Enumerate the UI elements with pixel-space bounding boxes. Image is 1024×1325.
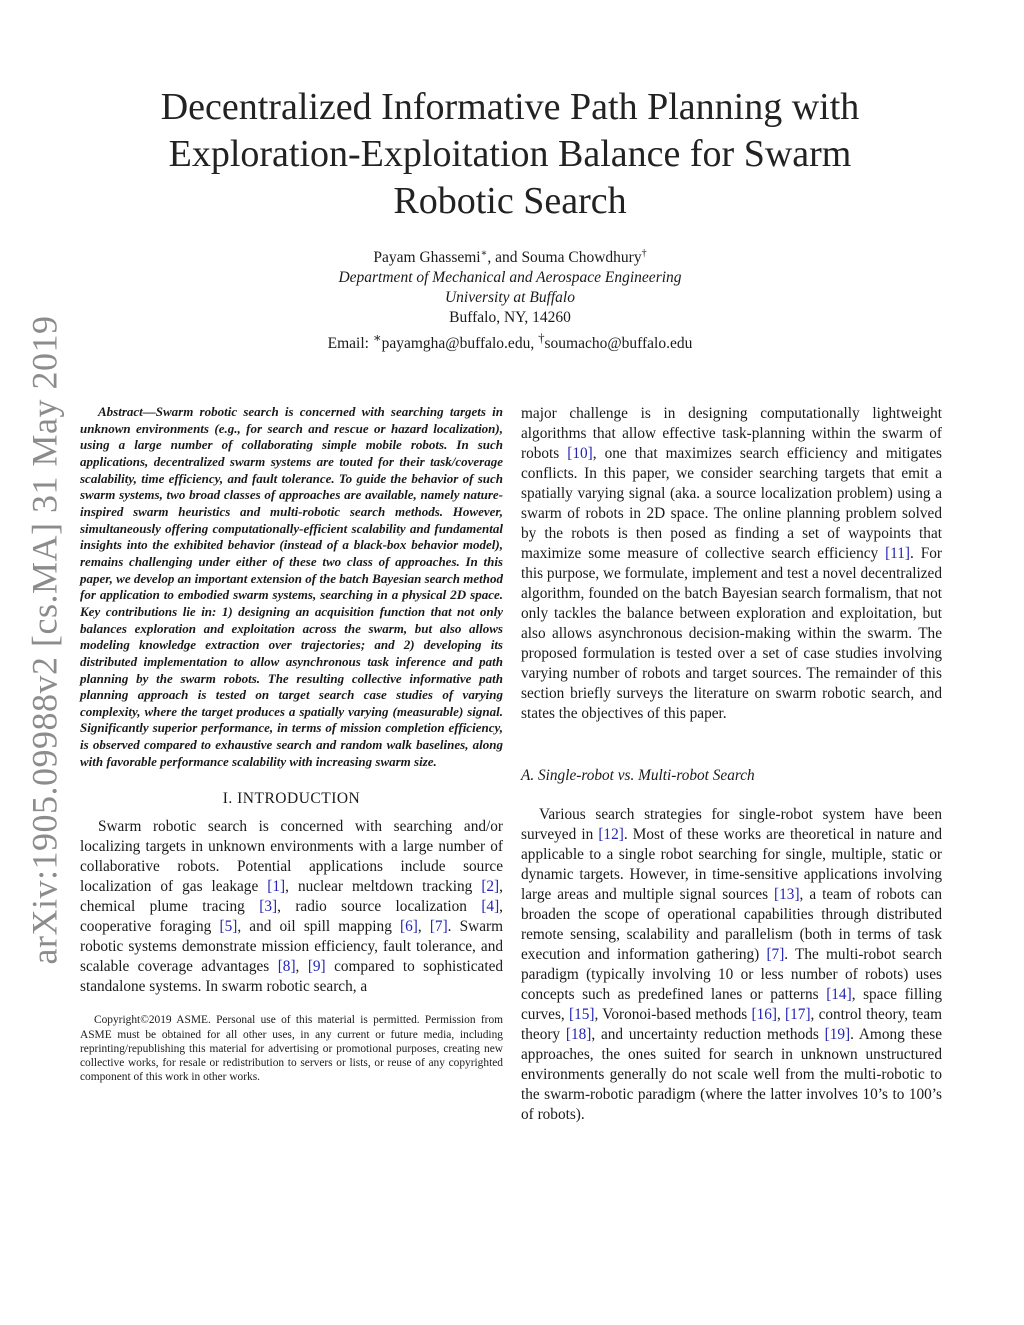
citation-link[interactable]: [13] [774, 886, 800, 903]
department: Department of Mechanical and Aerospace Engineering [338, 269, 682, 286]
body-text: , control theory, team theory [521, 1006, 943, 1043]
body-text: , Voronoi-based methods [594, 1006, 752, 1023]
citation-link[interactable]: [9] [307, 958, 326, 976]
intro-text: , [417, 918, 430, 936]
citation-link[interactable]: [17] [785, 1006, 811, 1023]
intro-paragraph [80, 817, 503, 997]
subsection-a-paragraph [521, 805, 942, 1125]
intro-text: , [295, 958, 308, 976]
citation-link[interactable]: [10] [567, 445, 593, 462]
citation-link[interactable]: [19] [824, 1026, 851, 1043]
citation-link[interactable]: [8] [277, 958, 296, 976]
citation-link[interactable]: [11] [885, 545, 910, 562]
university: University at Buffalo [444, 289, 575, 306]
subsection-heading-a: A. Single-robot vs. Multi-robot Search [521, 767, 755, 784]
author-2: Souma Chowdhury [521, 249, 642, 266]
body-text: . For this purpose, we formulate, implement and test a novel decentralized algorithm, founded on the batch Bayesian search formalism, that not only tackles the balance between exploration and exploitation, but also allows asynchronous decision-making within the swarm. The proposed formulation is tested over a set of case studies involving varying number of robots and target sources. The remainder of this section briefly surveys the literature on swarm robotic search, and states the objectives of this paper. [521, 545, 942, 722]
email-1-mark: ∗ [372, 330, 382, 345]
arxiv-side-stamp [24, 315, 64, 965]
citation-link[interactable]: [16] [751, 1006, 777, 1023]
intro-continuation [521, 404, 942, 724]
copyright-notice: Copyright©2019 ASME. Personal use of this material is permitted. Permission from ASME must be obtained for all other uses, in any current or future media, including reprinting/republishing this material for advertising or promotional purposes, creating new collective works, for resale or redistribution to servers or lists, or reuse of any copyrighted component of this work in other works. [80, 1014, 503, 1084]
body-text: . Most of these works are theoretical in nature and applicable to a single robot searching for single, multiple, static or dynamic targets. However, in time-sensitive applications involving large areas and multiple signal sources [521, 826, 942, 903]
citation-link[interactable]: [14] [826, 986, 852, 1003]
author-2-mark: † [641, 247, 647, 259]
intro-text: , cooperative foraging [80, 898, 503, 936]
author-1-mark: ∗ [480, 247, 488, 259]
author-block [210, 248, 810, 354]
citation-link[interactable]: [2] [481, 878, 500, 896]
citation-link[interactable]: [3] [259, 898, 278, 916]
author-joiner: , and [487, 249, 522, 266]
section-heading-introduction: I. INTRODUCTION [222, 790, 361, 808]
author-1: Payam Ghassemi [373, 249, 481, 266]
title-text [110, 84, 910, 225]
email-2-mark: † [538, 330, 545, 345]
left-column [80, 404, 503, 1096]
title-line-3: Robotic Search [393, 180, 627, 222]
body-text: , one that maximizes search efficiency and mitigates conflicts. In this paper, we consider searching targets that emit a spatially varying signal (aka. a source localization problem) using a swarm of robots in 2D space. The online planning problem solved by the robots is then posed as finding a set of waypoints that maximize some measure of collective search efficiency [521, 445, 942, 562]
citation-link[interactable]: [6] [400, 918, 418, 936]
body-text: , [776, 1006, 786, 1023]
body-text: major challenge is in designing computationally lightweight algorithms that allow effective task-planning within the swarm of robots [521, 405, 942, 462]
intro-text: compared to sophisticated standalone systems. In swarm robotic search, a [80, 958, 504, 996]
citation-link[interactable]: [1] [267, 878, 286, 896]
intro-text: , radio source localization [277, 898, 482, 916]
citation-link[interactable]: [7] [429, 918, 448, 936]
title-line-1: Decentralized Informative Path Planning with [160, 86, 860, 128]
intro-text: , nuclear meltdown tracking [285, 878, 482, 896]
paper-title [110, 84, 910, 225]
title-line-2: Exploration-Exploitation Balance for Swarm [168, 133, 852, 175]
citation-link[interactable]: [4] [481, 898, 500, 916]
citation-link[interactable]: [15] [568, 1006, 595, 1023]
body-text: , space filling curves, [521, 986, 942, 1023]
intro-text: Swarm robotic search is concerned with searching and/or localizing targets in unknown environments with a large number of collaborative robots. Potential applications include source localization of gas leakage [80, 818, 503, 896]
body-text: , and uncertainty reduction methods [591, 1026, 825, 1043]
citation-link[interactable]: [5] [219, 918, 238, 936]
arxiv-identifier: arXiv:1905.09988v2 [cs.MA] 31 May 2019 [24, 315, 64, 965]
email-2[interactable]: soumacho@buffalo.edu [544, 335, 693, 353]
email-prefix: Email: [327, 335, 373, 353]
citation-link[interactable]: [12] [598, 826, 624, 843]
email-1[interactable]: payamgha@buffalo.edu, [381, 335, 539, 353]
intro-text: . Swarm robotic systems demonstrate mission efficiency, fault tolerance, and scalable coverage advantages [80, 918, 503, 976]
citation-link[interactable]: [7] [766, 946, 785, 963]
email-line [210, 328, 810, 354]
intro-text: , and oil spill mapping [237, 918, 400, 936]
body-text: . Among these approaches, the ones suited for search in unknown unstructured environments generally do not scale well from the multi-robotic to the swarm-robotic paradigm (where the latter involves 10’s to 100’s of robots). [521, 1026, 942, 1123]
right-column [521, 404, 942, 1125]
author-line [210, 248, 810, 268]
body-text: , a team of robots can broaden the scope of operational capabilities through distributed remote sensing, scalability and parallelism (both in terms of task execution and information gathering) [521, 886, 942, 963]
citation-link[interactable]: [18] [565, 1026, 592, 1043]
abstract: Abstract—Swarm robotic search is concerned with searching targets in unknown environments (e.g., for search and rescue or hazard localization), using a large number of collaborating simple mobile robots. In such applications, decentralized swarm systems are touted for their task/coverage scalability, time efficiency, and fault tolerance. To guide the behavior of such swarm systems, two broad classes of approaches are available, namely nature-inspired swarm heuristics and multi-robotic search methods. However, simultaneously offering computationally-efficient scalability and fundamental insights into the exhibited behavior (instead of a black-box behavior model), remains challenging under either of these two class of approaches. In this paper, we develop an important extension of the batch Bayesian search method for application to embodied swarm systems, searching in a physical 2D space. Key contributions lie in: 1) designing an acquisition function that not only balances exploration and exploitation across the swarm, but also allows modeling knowledge extraction over trajectories; and 2) developing its distributed implementation to allow asynchronous task inference and path planning by the swarm robots. The resulting collective informative path planning approach is tested on target search case studies of varying complexity, where the target produces a spatially varying (measurable) signal. Significantly superior performance, in terms of mission completion efficiency, is observed compared to exhaustive search and random walk baselines, along with favorable performance scalability with increasing swarm size. [80, 404, 503, 769]
intro-text: , chemical plume tracing [80, 878, 503, 916]
body-text: Various search strategies for single-robot system have been surveyed in [521, 806, 942, 843]
body-text: . The multi-robot search paradigm (typically involving 10 or less number of robots) uses concepts such as predefined lanes or patterns [521, 946, 942, 1003]
location: Buffalo, NY, 14260 [449, 309, 571, 326]
